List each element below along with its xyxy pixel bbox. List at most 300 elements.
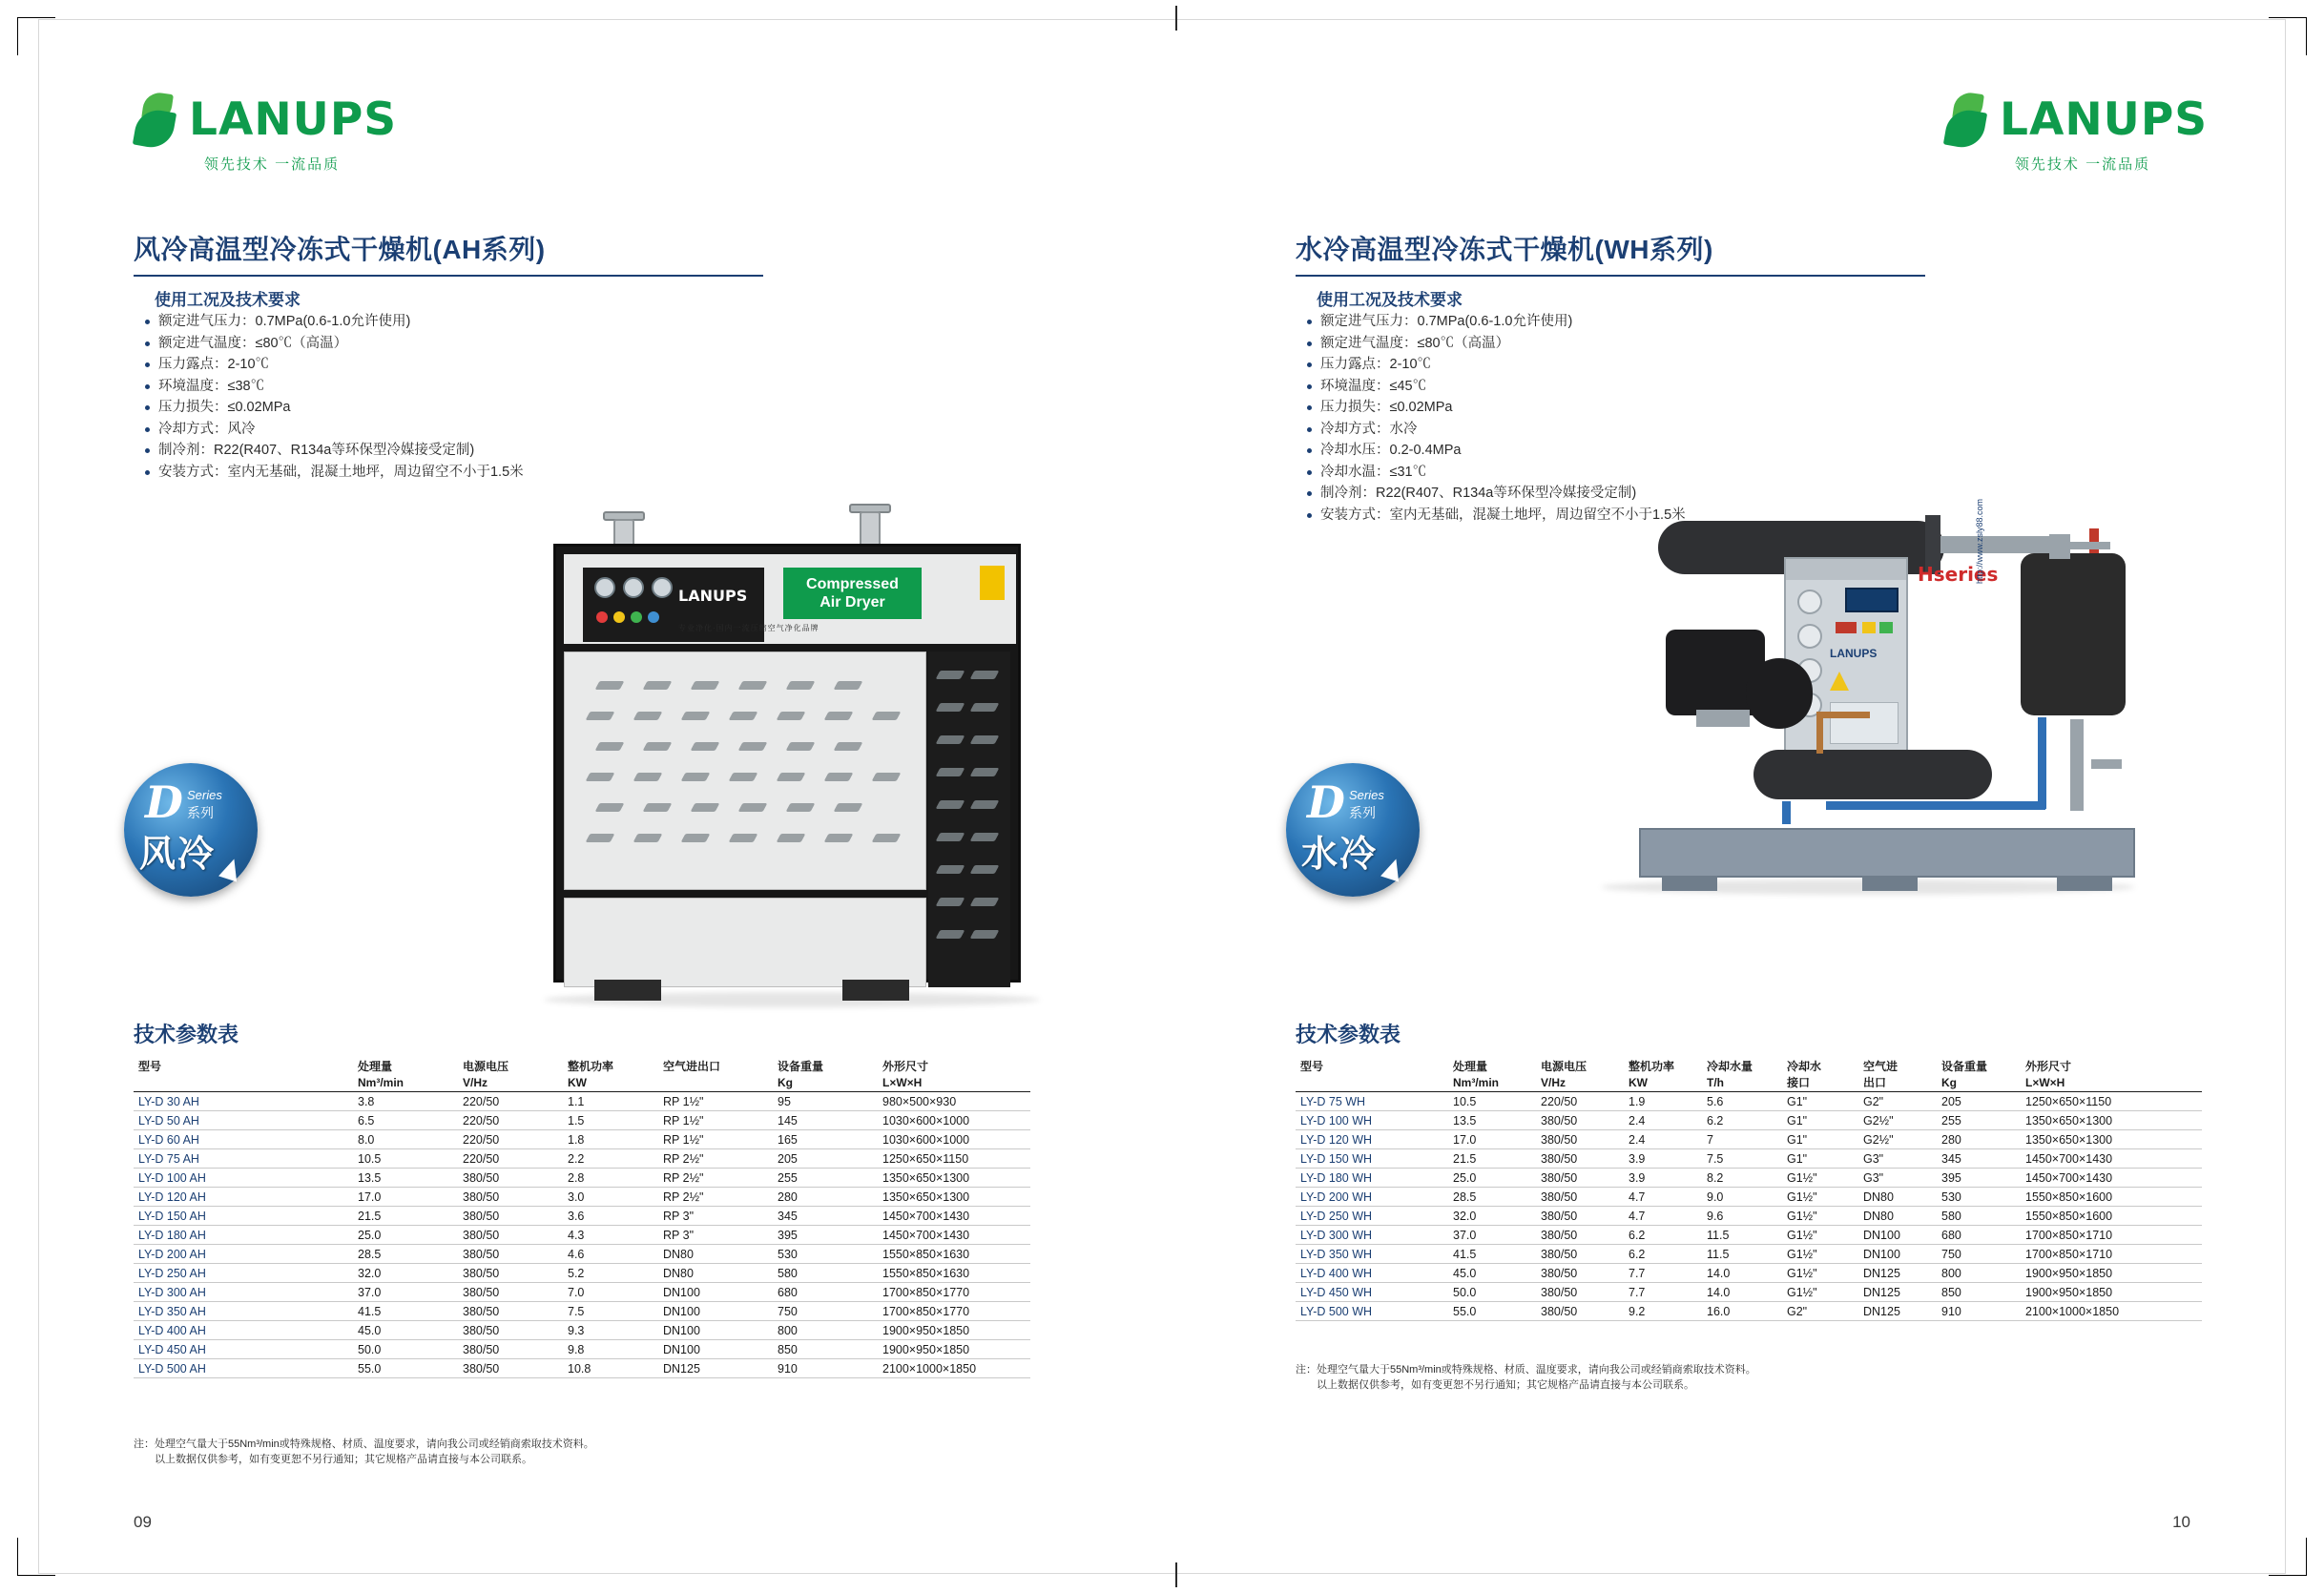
cell-value: DN100	[663, 1324, 700, 1337]
cell-value: 380/50	[1541, 1114, 1578, 1128]
cell-value: G1½"	[1787, 1190, 1817, 1204]
cell-value: 50.0	[358, 1343, 382, 1356]
cell-value: 380/50	[463, 1324, 500, 1337]
cell-model: LY-D 350 AH	[138, 1305, 206, 1318]
cell-value: G2"	[1863, 1095, 1884, 1108]
cell-value: 1030×600×1000	[882, 1114, 970, 1128]
table-note-left	[134, 1437, 1030, 1467]
spec-item: 额定进气压力：0.7MPa(0.6-1.0允许使用)	[143, 311, 735, 333]
cell-value: 2.2	[568, 1152, 585, 1166]
table-row	[1296, 1111, 2202, 1130]
indicator-lamp-blue	[648, 611, 659, 623]
brand-logo-right	[1944, 91, 2221, 174]
cell-value: 380/50	[463, 1343, 500, 1356]
cell-model: LY-D 500 AH	[138, 1362, 206, 1376]
cell-value: 7.5	[568, 1305, 585, 1318]
cell-value: 255	[778, 1171, 798, 1185]
cell-value: 205	[778, 1152, 798, 1166]
th-weight-l2: Kg	[1937, 1073, 2021, 1092]
brand-tagline: 领先技术 一流品质	[203, 156, 341, 173]
cell-value: DN100	[663, 1305, 700, 1318]
cabinet-logo: LANUPS	[678, 587, 748, 605]
product-title-text: 水冷高温型冷冻式干燥机(WH系列)	[1296, 235, 1713, 264]
cell-value: 4.7	[1629, 1210, 1646, 1223]
cell-model: LY-D 100 WH	[1300, 1114, 1373, 1128]
cell-value: 5.2	[568, 1267, 585, 1280]
cell-value: 1350×650×1300	[882, 1190, 970, 1204]
cell-value: 750	[778, 1305, 798, 1318]
cell-value: 380/50	[463, 1267, 500, 1280]
cell-value: 1350×650×1300	[2025, 1133, 2113, 1147]
product-title-text: 风冷高温型冷冻式干燥机(AH系列)	[134, 235, 546, 264]
spec-item: 冷却方式：水冷	[1305, 419, 1897, 441]
cell-value: 345	[1941, 1152, 1961, 1166]
water-cooled-condenser	[1753, 750, 1992, 799]
cell-value: 220/50	[463, 1114, 500, 1128]
cell-value: 37.0	[358, 1286, 382, 1299]
cell-value: 1700×850×1770	[882, 1286, 970, 1299]
spec-item: 制冷剂：R22(R407、R134a等环保型冷媒接受定制)	[1305, 483, 1897, 505]
cell-value: 2.8	[568, 1171, 585, 1185]
cell-value: 13.5	[358, 1171, 382, 1185]
th-flow-l2: Nm³/min	[1448, 1073, 1536, 1092]
cell-value: 1450×700×1430	[882, 1210, 970, 1223]
cell-value: 910	[1941, 1305, 1961, 1318]
cell-value: 14.0	[1707, 1267, 1731, 1280]
cabinet-top-panel	[564, 554, 1016, 644]
cell-value: 1.1	[568, 1095, 585, 1108]
cell-value: RP 3"	[663, 1229, 695, 1242]
th-port-l1: 空气进出口	[663, 1060, 721, 1073]
cell-value: 41.5	[1453, 1248, 1477, 1261]
valve-handle-red	[2089, 528, 2099, 553]
cell-value: 1900×950×1850	[882, 1324, 970, 1337]
cell-value: DN125	[1863, 1286, 1900, 1299]
spec-item: 环境温度：≤45℃	[1305, 376, 1897, 398]
th-model-l2	[134, 1073, 353, 1092]
cell-value: 6.5	[358, 1114, 375, 1128]
sticker-line-2: Air Dryer	[820, 594, 885, 610]
cell-value: 3.6	[568, 1210, 585, 1223]
table-row	[134, 1169, 1030, 1188]
badge-main-text: 风冷	[139, 835, 217, 875]
cell-value: 1900×950×1850	[2025, 1267, 2113, 1280]
badge-series: Series	[1349, 788, 1384, 802]
th-weight-l2: Kg	[773, 1073, 878, 1092]
th-weight-l1: 设备重量	[1941, 1060, 1988, 1073]
cell-value: 50.0	[1453, 1286, 1477, 1299]
cell-value: DN80	[1863, 1190, 1894, 1204]
cell-value: 680	[778, 1286, 798, 1299]
table-head	[134, 1057, 1030, 1092]
cell-value: 3.8	[358, 1095, 375, 1108]
product-sticker	[783, 568, 922, 619]
cell-model: LY-D 400 WH	[1300, 1267, 1373, 1280]
cell-value: 1.5	[568, 1114, 585, 1128]
cell-value: 220/50	[463, 1095, 500, 1108]
cell-value: DN125	[1863, 1305, 1900, 1318]
cell-value: 7.7	[1629, 1267, 1646, 1280]
website-label: http://www.zsly88.com	[1975, 498, 1984, 584]
cell-value: 9.8	[568, 1343, 585, 1356]
cell-value: G1½"	[1787, 1286, 1817, 1299]
spec-item: 制冷剂：R22(R407、R134a等环保型冷媒接受定制)	[143, 440, 735, 462]
cell-value: 9.2	[1629, 1305, 1646, 1318]
indicator-lamp-green	[1879, 622, 1893, 633]
cell-value: 25.0	[1453, 1171, 1477, 1185]
cell-value: DN100	[1863, 1248, 1900, 1261]
cell-value: G1½"	[1787, 1229, 1817, 1242]
hazard-triangle-icon	[1830, 672, 1849, 691]
table-row	[134, 1340, 1030, 1359]
cell-value: 1250×650×1150	[882, 1152, 969, 1166]
cell-value: 14.0	[1707, 1286, 1731, 1299]
cell-value: 21.5	[358, 1210, 382, 1223]
cell-value: 380/50	[1541, 1267, 1578, 1280]
cell-value: 55.0	[1453, 1305, 1477, 1318]
spec-table-water-cooled	[1296, 1057, 2202, 1321]
cell-value: 345	[778, 1210, 798, 1223]
cell-value: 13.5	[1453, 1114, 1477, 1128]
th-weight-l1: 设备重量	[778, 1060, 824, 1073]
table-header-row-2	[1296, 1073, 2202, 1092]
note-line-1: 注：处理空气量大于55Nm³/min或特殊规格、材质、温度要求，请向我公司或经销商索取技术资料。	[134, 1438, 594, 1450]
cell-model: LY-D 250 WH	[1300, 1210, 1373, 1223]
cell-value: 21.5	[1453, 1152, 1477, 1166]
cell-value: 17.0	[358, 1190, 382, 1204]
cell-value: 4.7	[1629, 1190, 1646, 1204]
cell-value: 3.9	[1629, 1171, 1646, 1185]
cell-value: 380/50	[1541, 1190, 1578, 1204]
valve-pipe	[2070, 542, 2110, 549]
cell-value: RP 2½"	[663, 1171, 704, 1185]
cell-model: LY-D 200 WH	[1300, 1190, 1373, 1204]
pressure-gauge-icon	[652, 577, 673, 598]
th-water-flow-l2: T/h	[1702, 1073, 1782, 1092]
cell-value: G1"	[1787, 1095, 1808, 1108]
table-row	[1296, 1302, 2202, 1321]
cell-model: LY-D 100 AH	[138, 1171, 206, 1185]
cell-value: 380/50	[1541, 1286, 1578, 1299]
cell-value: 7.7	[1629, 1286, 1646, 1299]
indicator-lamp-red	[596, 611, 608, 623]
cell-model: LY-D 300 WH	[1300, 1229, 1373, 1242]
cell-value: 6.2	[1707, 1114, 1724, 1128]
blue-pipe	[1826, 801, 2045, 810]
th-dimension-l2: L×W×H	[878, 1073, 1030, 1092]
control-cabinet	[1784, 557, 1908, 757]
cell-value: 800	[1941, 1267, 1961, 1280]
cell-value: 55.0	[358, 1362, 382, 1376]
cell-value: G1½"	[1787, 1267, 1817, 1280]
cell-value: 220/50	[1541, 1095, 1578, 1108]
cell-value: 530	[778, 1248, 798, 1261]
note-line-2: 以上数据仅供参考，如有变更恕不另行通知；其它规格产品请直接与本公司联系。	[1317, 1379, 1694, 1391]
cell-value: 580	[778, 1267, 798, 1280]
emergency-stop-icon	[1836, 622, 1857, 633]
cell-value: 380/50	[463, 1190, 500, 1204]
cell-value: 28.5	[358, 1248, 382, 1261]
arrow-icon	[218, 856, 243, 881]
cell-value: 395	[1941, 1171, 1961, 1185]
cabinet-foot	[842, 980, 909, 1001]
cell-value: 1030×600×1000	[882, 1133, 970, 1147]
note-line-2: 以上数据仅供参考，如有变更恕不另行通知；其它规格产品请直接与本公司联系。	[155, 1454, 532, 1465]
skid-assembly	[1639, 498, 2183, 878]
cell-value: 380/50	[1541, 1210, 1578, 1223]
spec-item: 额定进气温度：≤80℃（高温）	[1305, 333, 1897, 355]
cell-value: 17.0	[1453, 1133, 1477, 1147]
cell-value: RP 2½"	[663, 1152, 704, 1166]
cell-value: 380/50	[463, 1362, 500, 1376]
table-title-right: 技术参数表	[1296, 1023, 1401, 1046]
table-row	[134, 1111, 1030, 1130]
control-knob-icon	[1797, 624, 1822, 649]
table-row	[1296, 1207, 2202, 1226]
spec-list-left	[143, 311, 735, 483]
cell-value: 280	[1941, 1133, 1961, 1147]
cell-model: LY-D 200 AH	[138, 1248, 206, 1261]
table-row	[134, 1283, 1030, 1302]
cell-value: G1"	[1787, 1152, 1808, 1166]
cell-model: LY-D 400 AH	[138, 1324, 206, 1337]
badge-xilie: 系列	[1349, 805, 1376, 820]
cell-value: DN100	[663, 1343, 700, 1356]
cell-value: 1450×700×1430	[2025, 1171, 2113, 1185]
table-row	[134, 1302, 1030, 1321]
cell-value: 1700×850×1710	[2025, 1248, 2113, 1261]
cell-value: RP 1½"	[663, 1095, 704, 1108]
cell-value: 2100×1000×1850	[2025, 1305, 2120, 1318]
leaf-icon	[1944, 91, 1994, 150]
cell-value: DN125	[1863, 1267, 1900, 1280]
cell-value: 25.0	[358, 1229, 382, 1242]
table-row	[134, 1359, 1030, 1378]
cell-value: 32.0	[1453, 1210, 1477, 1223]
cell-value: 1700×850×1770	[882, 1305, 970, 1318]
table-row	[1296, 1264, 2202, 1283]
th-flow-l1: 处理量	[358, 1060, 393, 1073]
cell-model: LY-D 500 WH	[1300, 1305, 1373, 1318]
table-row	[134, 1264, 1030, 1283]
cell-value: 1.9	[1629, 1095, 1646, 1108]
table-body	[1296, 1092, 2202, 1321]
cell-model: LY-D 50 AH	[138, 1114, 199, 1128]
table-body	[134, 1092, 1030, 1378]
th-flow-l2: Nm³/min	[353, 1073, 458, 1092]
cell-value: DN80	[663, 1248, 694, 1261]
cell-value: 1350×650×1300	[882, 1171, 970, 1185]
title-rule	[1296, 275, 1925, 277]
th-voltage-l1: 电源电压	[1541, 1060, 1587, 1073]
separator-tank	[2021, 553, 2126, 715]
cell-value: 380/50	[1541, 1152, 1578, 1166]
badge-water-cooled	[1286, 763, 1420, 897]
title-rule	[134, 275, 763, 277]
cell-value: G2½"	[1863, 1114, 1894, 1128]
cell-value: 850	[778, 1343, 798, 1356]
indicator-lamp-yellow	[1862, 622, 1876, 633]
spec-item: 压力露点：2-10℃	[1305, 354, 1897, 376]
cell-value: 980×500×930	[882, 1095, 957, 1108]
cell-value: DN125	[663, 1362, 700, 1376]
cell-value: 680	[1941, 1229, 1961, 1242]
table-row	[134, 1130, 1030, 1149]
badge-letter: D	[1307, 776, 1345, 828]
pressure-gauge-icon	[594, 577, 615, 598]
note-line-1: 注：处理空气量大于55Nm³/min或特殊规格、材质、温度要求，请向我公司或经销商索取技术资料。	[1296, 1364, 1756, 1376]
table-row	[134, 1226, 1030, 1245]
copper-pipe	[1816, 712, 1870, 718]
cell-value: 9.3	[568, 1324, 585, 1337]
table-row	[1296, 1130, 2202, 1149]
cell-value: 255	[1941, 1114, 1961, 1128]
cabinet-logo: LANUPS	[1830, 647, 1878, 660]
badge-xilie: 系列	[187, 805, 214, 820]
th-power-l2: KW	[1624, 1073, 1702, 1092]
th-voltage-l2: V/Hz	[1536, 1073, 1624, 1092]
th-dimension-l1: 外形尺寸	[2025, 1060, 2072, 1073]
cell-value: 45.0	[358, 1324, 382, 1337]
table-note-right	[1296, 1362, 2202, 1393]
cell-value: 145	[778, 1114, 798, 1128]
cell-value: 530	[1941, 1190, 1961, 1204]
cell-value: 1250×650×1150	[2025, 1095, 2112, 1108]
th-power-l1: 整机功率	[1629, 1060, 1675, 1073]
dryer-cabinet	[553, 544, 1021, 983]
cell-value: 280	[778, 1190, 798, 1204]
cell-value: DN100	[1863, 1229, 1900, 1242]
outlet-connector	[2091, 759, 2122, 769]
cell-value: 380/50	[1541, 1229, 1578, 1242]
cell-value: G3"	[1863, 1171, 1884, 1185]
cell-value: 380/50	[1541, 1171, 1578, 1185]
indicator-lamp-yellow	[613, 611, 625, 623]
spec-heading-left: 使用工况及技术要求	[155, 291, 301, 309]
page-number-left: 09	[134, 1513, 152, 1531]
th-model-l1: 型号	[138, 1060, 162, 1073]
compressor-base	[1696, 710, 1750, 727]
brand-name: LANUPS	[2000, 93, 2209, 146]
cabinet-caption: 专业净化·国内一流压缩空气净化品牌	[678, 624, 820, 632]
cell-model: LY-D 75 AH	[138, 1152, 199, 1166]
table-row	[1296, 1149, 2202, 1169]
table-row	[134, 1149, 1030, 1169]
spec-item: 压力露点：2-10℃	[143, 354, 735, 376]
tank-connector	[1935, 536, 2049, 553]
cell-value: 3.0	[568, 1190, 585, 1204]
cell-value: 380/50	[463, 1229, 500, 1242]
cell-value: 6.2	[1629, 1229, 1646, 1242]
cell-model: LY-D 180 AH	[138, 1229, 206, 1242]
warning-label-icon	[980, 566, 1005, 600]
th-voltage-l2: V/Hz	[458, 1073, 563, 1092]
cell-value: 205	[1941, 1095, 1961, 1108]
cell-value: 9.6	[1707, 1210, 1724, 1223]
table-row	[1296, 1226, 2202, 1245]
cell-value: 4.6	[568, 1248, 585, 1261]
arrow-icon	[1380, 856, 1405, 881]
cell-value: 380/50	[463, 1210, 500, 1223]
cell-value: 4.3	[568, 1229, 585, 1242]
spec-heading-right: 使用工况及技术要求	[1317, 291, 1463, 309]
spec-item: 冷却方式：风冷	[143, 419, 735, 441]
cell-value: 380/50	[1541, 1133, 1578, 1147]
cell-value: G3"	[1863, 1152, 1884, 1166]
th-air-port-l2: 出口	[1858, 1073, 1937, 1092]
cell-value: 910	[778, 1362, 798, 1376]
cell-value: 1550×850×1600	[2025, 1210, 2113, 1223]
cell-value: 45.0	[1453, 1267, 1477, 1280]
cell-value: 32.0	[358, 1267, 382, 1280]
cell-value: G1"	[1787, 1133, 1808, 1147]
cell-value: 41.5	[358, 1305, 382, 1318]
cell-value: 1450×700×1430	[2025, 1152, 2113, 1166]
page-title-right	[1296, 229, 1925, 277]
table-header-row-1	[134, 1057, 1030, 1073]
cell-value: 380/50	[463, 1248, 500, 1261]
cell-model: LY-D 120 WH	[1300, 1133, 1373, 1147]
cell-value: 5.6	[1707, 1095, 1724, 1108]
table-row	[1296, 1169, 2202, 1188]
cell-model: LY-D 150 WH	[1300, 1152, 1373, 1166]
cell-model: LY-D 75 WH	[1300, 1095, 1366, 1108]
table-head	[1296, 1057, 2202, 1092]
cell-value: DN80	[663, 1267, 694, 1280]
cell-value: 165	[778, 1133, 798, 1147]
table-row	[134, 1245, 1030, 1264]
product-photo-air-cooled	[553, 544, 1049, 1021]
cell-value: 1900×950×1850	[2025, 1286, 2113, 1299]
cell-value: RP 1½"	[663, 1114, 704, 1128]
cell-value: 8.0	[358, 1133, 375, 1147]
cell-value: 380/50	[463, 1305, 500, 1318]
drain-pipe	[2070, 719, 2084, 811]
cell-model: LY-D 30 AH	[138, 1095, 199, 1108]
cell-value: 10.5	[1453, 1095, 1477, 1108]
table-title-left: 技术参数表	[134, 1023, 239, 1046]
cell-value: 1.8	[568, 1133, 585, 1147]
cell-value: 6.2	[1629, 1248, 1646, 1261]
table-header-row-1	[1296, 1057, 2202, 1073]
th-air-port-l1: 空气进	[1863, 1060, 1899, 1073]
cell-value: 1550×850×1630	[882, 1248, 970, 1261]
cell-value: 1900×950×1850	[882, 1343, 970, 1356]
table-row	[134, 1188, 1030, 1207]
cell-value: 1350×650×1300	[2025, 1114, 2113, 1128]
spec-item: 冷却水压：0.2-0.4MPa	[1305, 440, 1897, 462]
h-series-label: Hseries	[1918, 563, 1999, 586]
th-water-flow-l1: 冷却水量	[1707, 1060, 1753, 1073]
table-row	[134, 1207, 1030, 1226]
th-dimension-l2: L×W×H	[2021, 1073, 2202, 1092]
cabinet-front-door	[564, 652, 926, 890]
cell-value: 380/50	[463, 1171, 500, 1185]
spec-item: 额定进气压力：0.7MPa(0.6-1.0允许使用)	[1305, 311, 1897, 333]
cell-value: 580	[1941, 1210, 1961, 1223]
spec-item: 压力损失：≤0.02MPa	[1305, 397, 1897, 419]
th-port-l2	[658, 1073, 773, 1092]
cell-value: 1450×700×1430	[882, 1229, 970, 1242]
cell-value: 16.0	[1707, 1305, 1731, 1318]
spec-item: 额定进气温度：≤80℃（高温）	[143, 333, 735, 355]
spec-list-right	[1305, 311, 1897, 526]
cell-value: 2.4	[1629, 1114, 1646, 1128]
cell-model: LY-D 300 AH	[138, 1286, 206, 1299]
table-header-row-2	[134, 1073, 1030, 1092]
cell-value: 380/50	[1541, 1305, 1578, 1318]
brand-name: LANUPS	[189, 93, 398, 146]
